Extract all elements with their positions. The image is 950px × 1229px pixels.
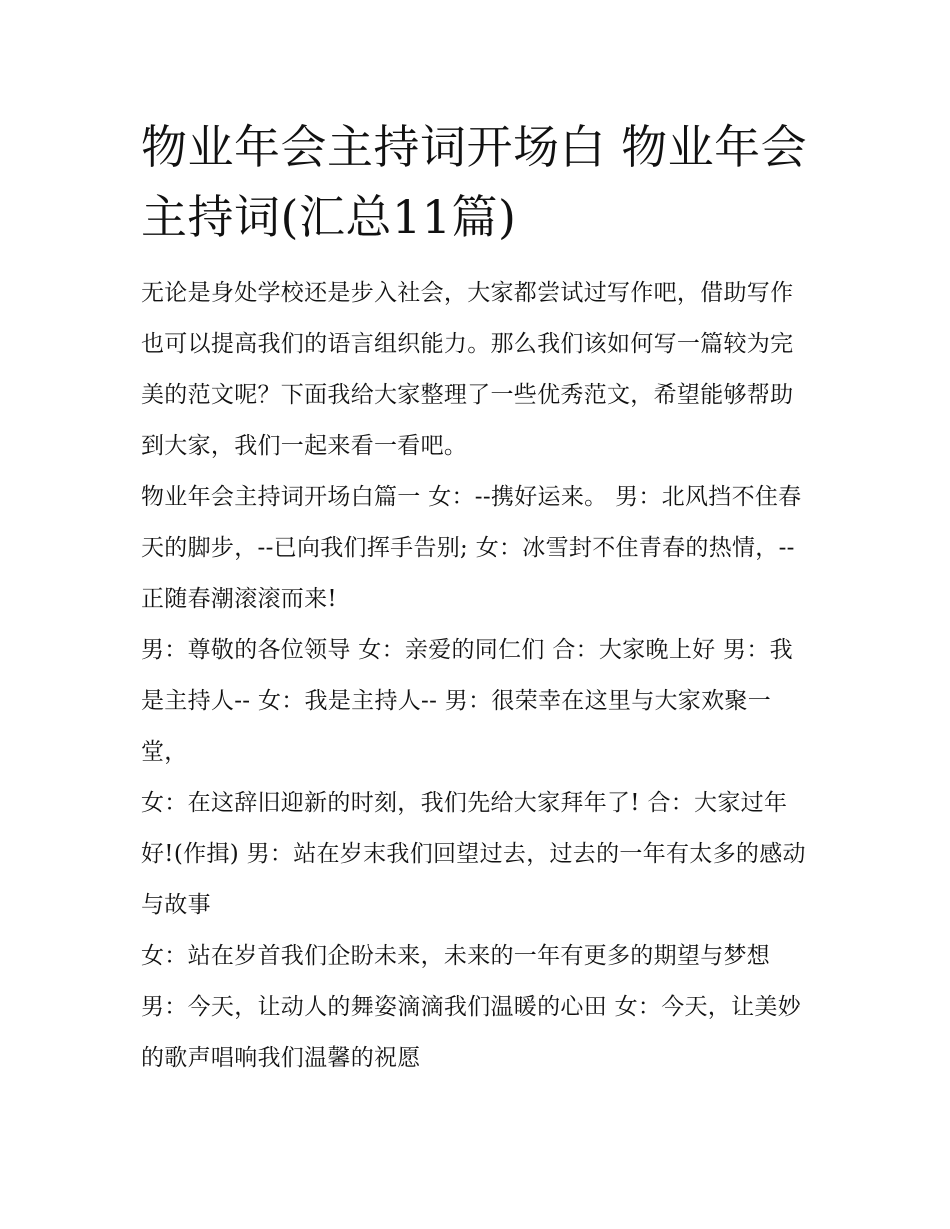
paragraph-future: 女：站在岁首我们企盼未来，未来的一年有更多的期望与梦想 男：今天，让动人的舞姿滴滴我们温暖的心田 女：今天，让美妙的歌声唱响我们温馨的祝愿 [141,943,802,1071]
paragraph-intro: 无论是身处学校还是步入社会，大家都尝试过写作吧，借助写作也可以提高我们的语言组织能力。那么我们该如何写一篇较为完美的范文呢？下面我给大家整理了一些优秀范文，希望能够帮助到大家，我们一起来看一看吧。 [141,280,794,459]
document-title: 物业年会主持词开场白 物业年会主持词(汇总11篇) [141,120,808,244]
paragraph-new-year: 女：在这辞旧迎新的时刻，我们先给大家拜年了! 合：大家过年好!(作揖) 男：站在岁末我们回望过去，过去的一年有太多的感动与故事 [141,790,806,918]
document-content [141,112,816,1084]
paragraph-opening: 物业年会主持词开场白篇一 女：--携好运来。 男：北风挡不住春天的脚步，--已向我们挥手告别; 女：冰雪封不住青春的热情，--正随春潮滚滚而来! [141,484,802,612]
paragraph-greeting: 男：尊敬的各位领导 女：亲爱的同仁们 合：大家晚上好 男：我是主持人-- 女：我是主持人-- 男：很荣幸在这里与大家欢聚一堂， [141,637,793,765]
